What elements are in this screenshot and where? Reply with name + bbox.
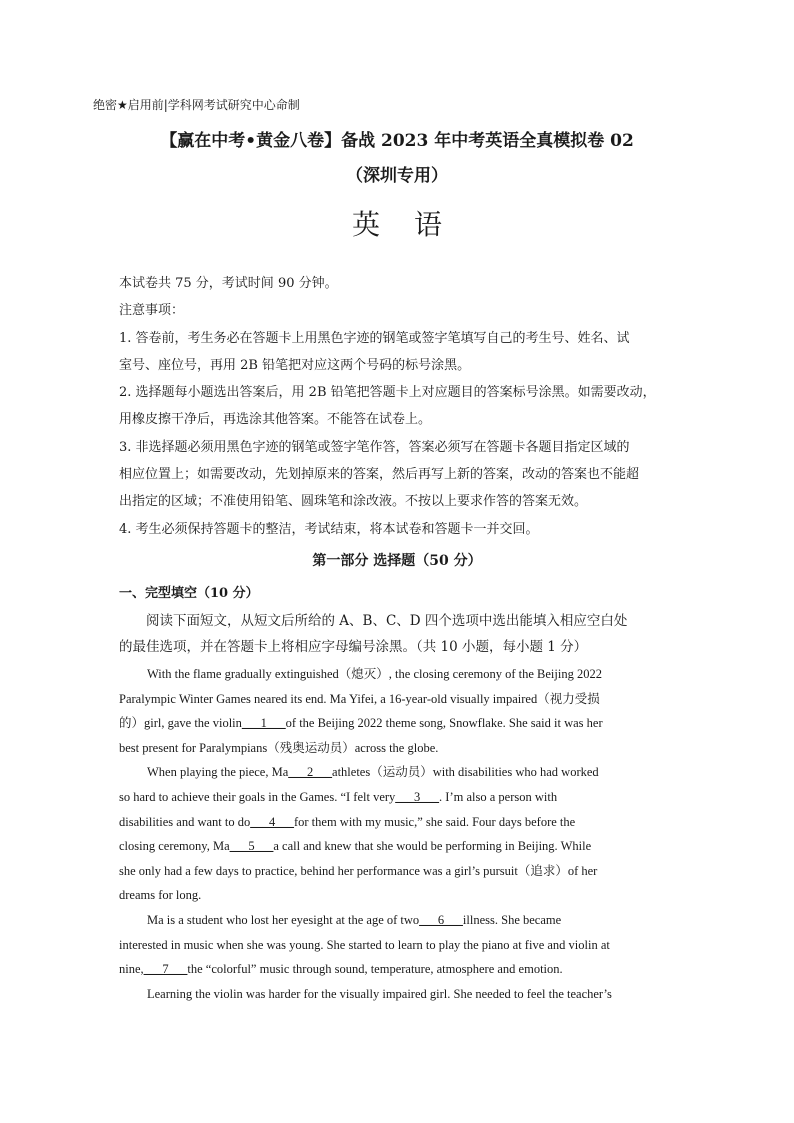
passage-line: disabilities and want to do ___4___ for them with my music,” she said. Four days before the [119, 810, 679, 835]
subject-title: 英语 [351, 208, 476, 241]
section-heading: 一、完型填空（10 分） [119, 586, 259, 601]
passage-line: she only had a few days to practice, behind her performance was a girl’s pursuit（追求）of her [119, 863, 598, 878]
passage-line: interested in music when she was young. She started to learn to play the piano at five and violin at [119, 937, 610, 952]
note-item-1-cont: 室号、座位号，再用 2B 铅笔把对应这两个号码的标号涂黑。 [119, 357, 471, 373]
blank-3: ___3___ [395, 789, 440, 804]
instructions-line-2: 的最佳选项，并在答题卡上将相应字母编号涂黑。（共 10 小题，每小题 1 分） [119, 639, 588, 655]
passage-line: dreams for long. [119, 888, 202, 903]
blank-5: ___5___ [229, 839, 274, 854]
passage-line: so hard to achieve their goals in the Games. “I felt very ___3___ . I’m also a person with [119, 785, 679, 810]
passage-line: closing ceremony, Ma ___5___ a call and knew that she would be performing in Beijing. While [119, 834, 679, 859]
notes-summary: 本试卷共 75 分，考试时间 90 分钟。 [119, 276, 338, 291]
note-item-2: 2. 选择题每小题选出答案后，用 2B 铅笔把答题卡上对应题目的答案标号涂黑。如需要改动， [119, 385, 656, 401]
notes-heading: 注意事项： [119, 303, 185, 319]
blank-2: ___2___ [288, 765, 333, 780]
instructions-line-1: 阅读下面短文，从短文后所给的 A、B、C、D 四个选项中选出能填入相应空白处 [146, 613, 628, 629]
note-item-3-cont: 相应位置上；如需要改动，先划掉原来的答案，然后再写上新的答案，改动的答案也不能超 [119, 467, 640, 483]
blank-6: ___6___ [419, 912, 463, 927]
cloze-passage [119, 662, 679, 1006]
exam-notes [119, 270, 679, 543]
passage-line: 的）girl, gave the violin ___1___ of the Beijing 2022 theme song, Snowflake. She said it was her [119, 711, 679, 736]
passage-line: best present for Paralympians（残奥运动员）across the globe. [119, 740, 439, 755]
passage-line: When playing the piece, Ma ___2___ athletes（运动员）with disabilities who had worked [119, 760, 679, 785]
passage-line: nine, ___7___ the “colorful” music through sound, temperature, atmosphere and emotion. [119, 957, 679, 982]
passage-line: With the flame gradually extinguished（熄灭）, the closing ceremony of the Beijing 2022 [147, 667, 602, 681]
exam-title: 【赢在中考•黄金八卷】备战 2023 年中考英语全真模拟卷 02 [160, 131, 634, 151]
note-item-1: 1. 答卷前，考生务必在答题卡上用黑色字迹的钢笔或签字笔填写自己的考生号、姓名、试 [119, 330, 630, 346]
confidential-label: 绝密★启用前|学科网考试研究中心命制 [93, 98, 300, 112]
passage-line: Learning the violin was harder for the visually impaired girl. She needed to feel the teacher’s [147, 986, 612, 1001]
passage-line: Paralympic Winter Games neared its end. Ma Yifei, a 16-year-old visually impaired（视力受损 [119, 691, 600, 706]
passage-line: Ma is a student who lost her eyesight at the age of two ___6___ illness. She became [119, 908, 679, 933]
note-item-4: 4. 考生必须保持答题卡的整洁，考试结束，将本试卷和答题卡一并交回。 [119, 521, 539, 537]
exam-subtitle: （深圳专用） [346, 166, 448, 186]
note-item-2-cont: 用橡皮擦干净后，再选涂其他答案。不能答在试卷上。 [119, 412, 432, 428]
blank-4: ___4___ [250, 814, 294, 829]
note-item-3-cont2: 出指定的区域；不准使用铅笔、圆珠笔和涂改液。不按以上要求作答的答案无效。 [119, 494, 588, 510]
note-item-3: 3. 非选择题必须用黑色字迹的钢笔或签字笔作答，答案必须写在答题卡各题目指定区域的 [119, 439, 630, 455]
part-heading: 第一部分 选择题（50 分） [312, 553, 482, 569]
blank-1: ___1___ [241, 716, 286, 731]
blank-7: ___7___ [143, 962, 188, 977]
section-instructions [119, 608, 679, 660]
